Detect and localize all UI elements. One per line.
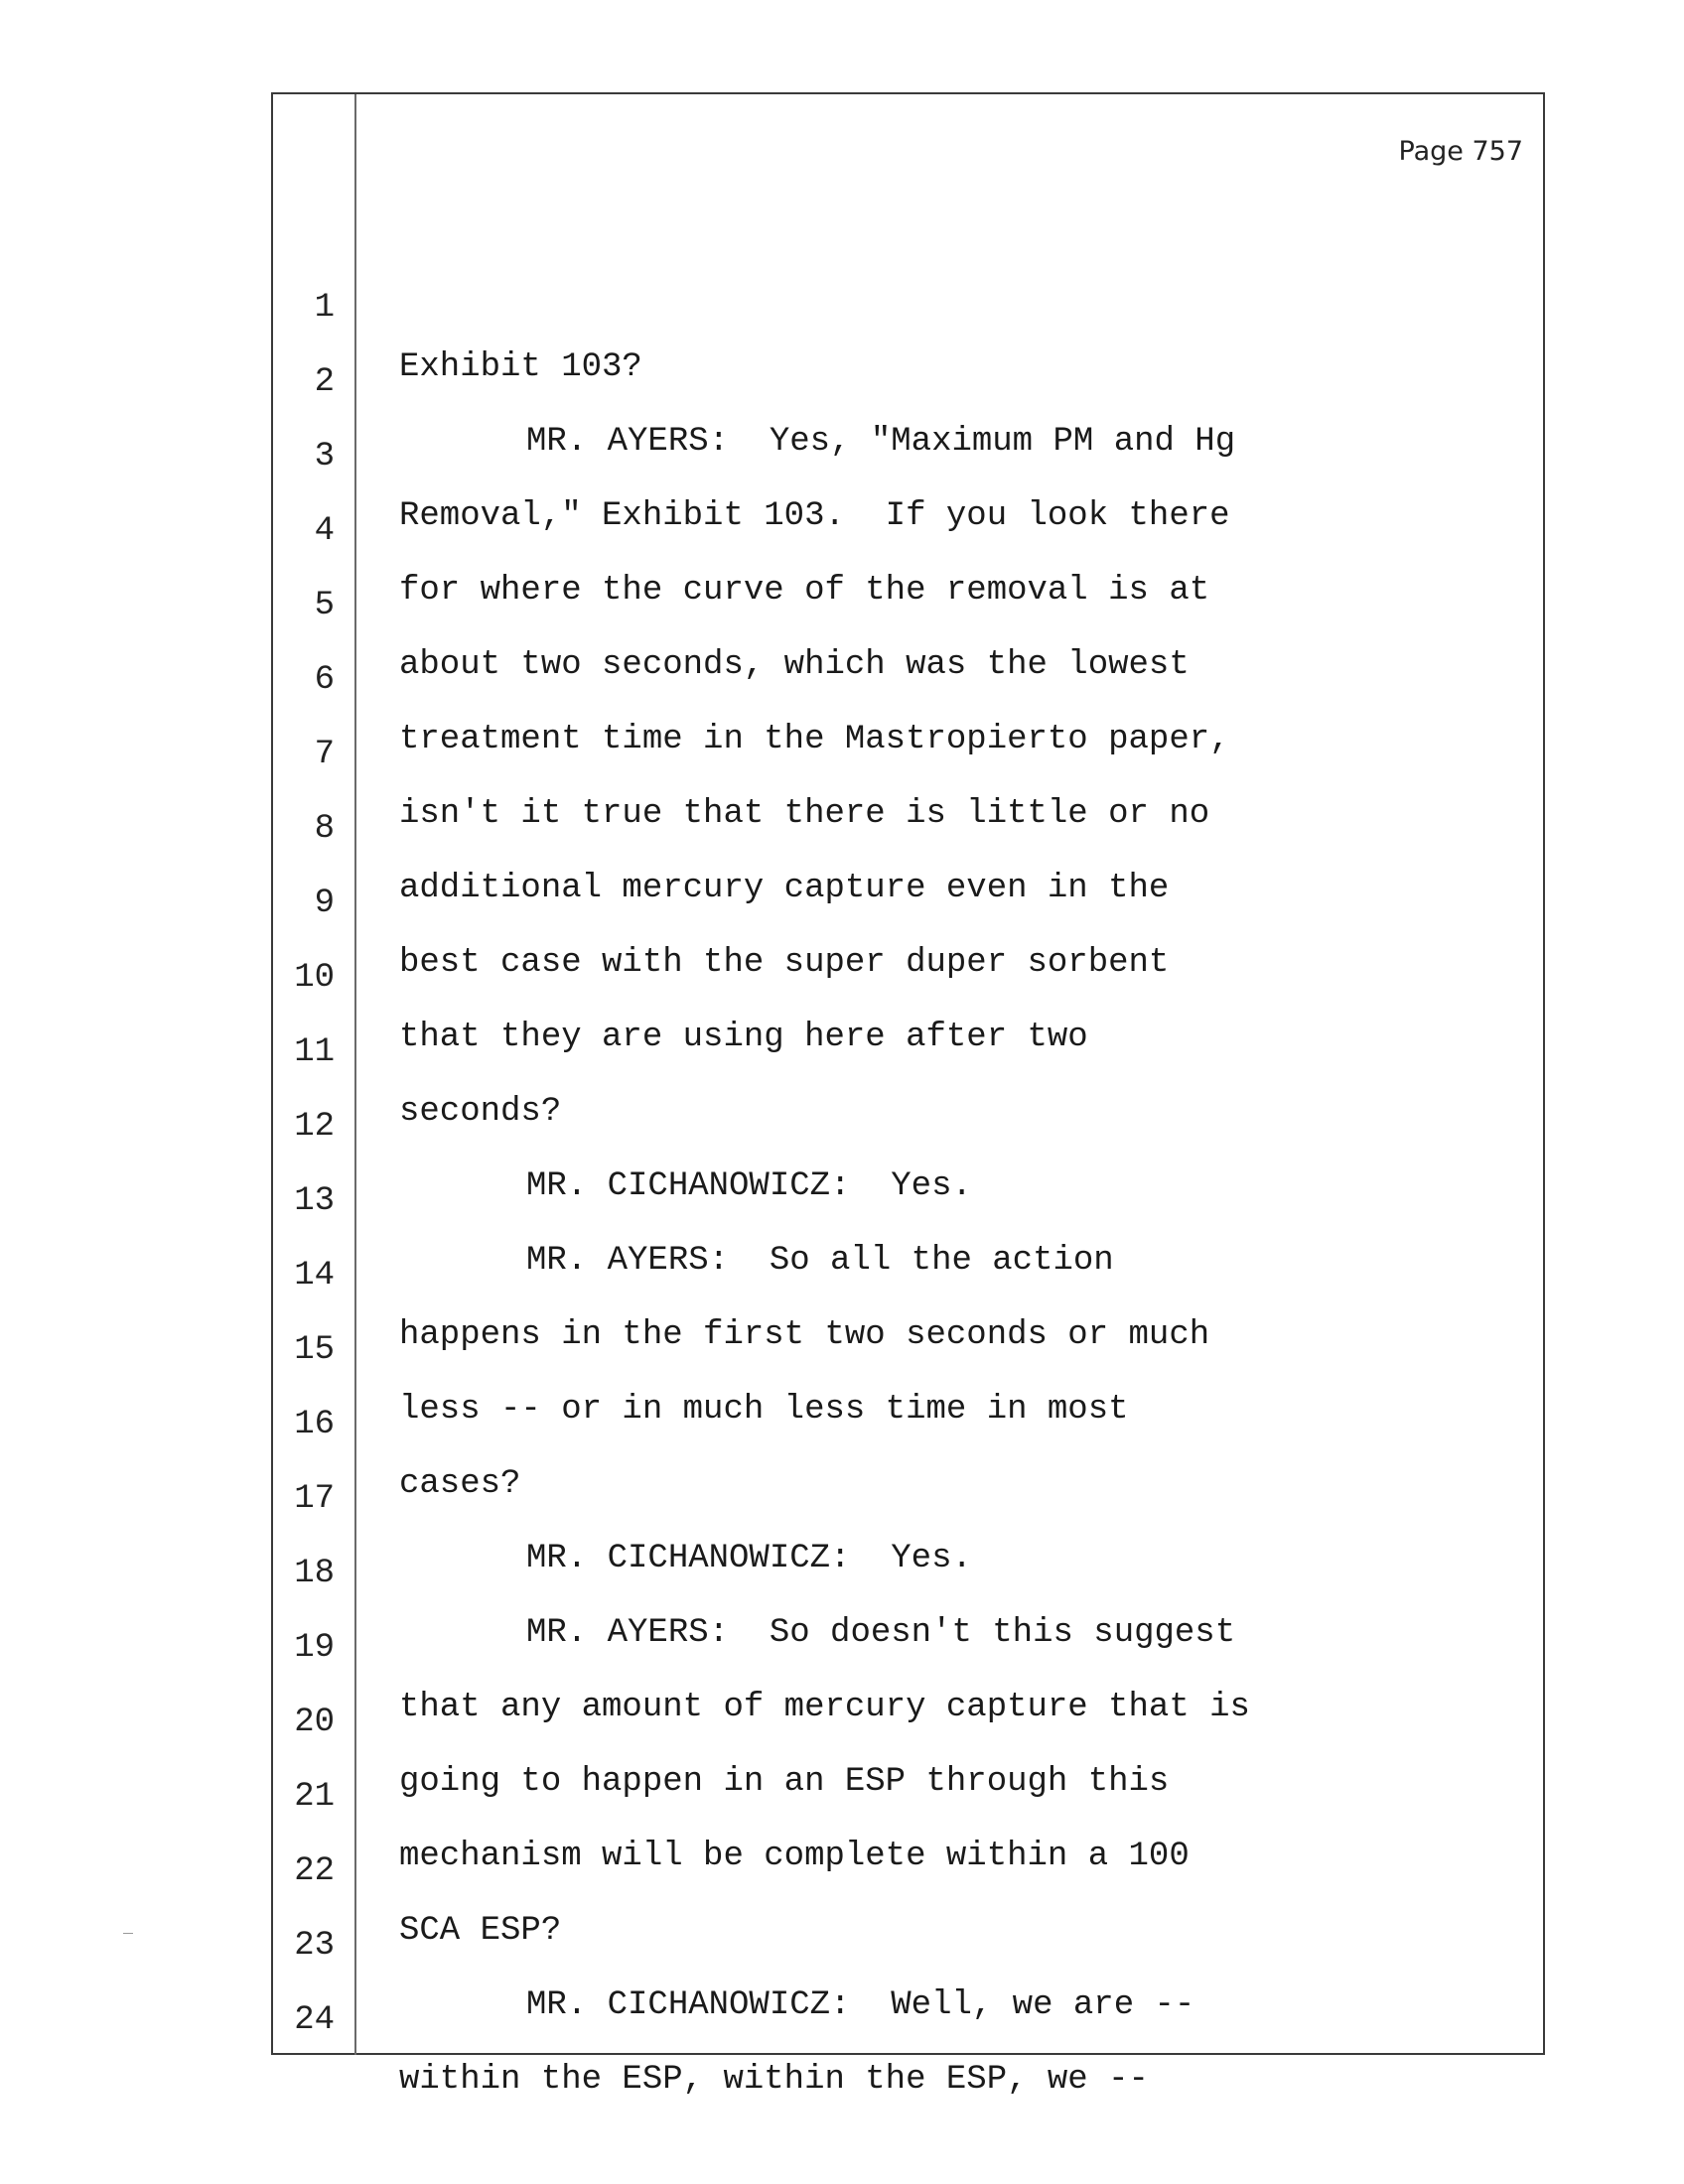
- line-number: 4: [314, 512, 335, 550]
- line-number: 10: [294, 959, 335, 997]
- line-text: going to happen in an ESP through this: [399, 1763, 1170, 1801]
- page-number: Page 757: [1398, 136, 1523, 167]
- line-text: MR. AYERS: Yes, "Maximum PM and Hg: [526, 423, 1236, 461]
- line-text: Removal," Exhibit 103. If you look there: [399, 497, 1230, 535]
- scan-artifact-mark: [123, 1933, 133, 1934]
- line-number: 15: [294, 1331, 335, 1369]
- line-text: MR. AYERS: So all the action: [526, 1242, 1114, 1280]
- line-number: 17: [294, 1480, 335, 1518]
- line-text: cases?: [399, 1465, 521, 1503]
- line-text: seconds?: [399, 1093, 562, 1131]
- line-text: MR. CICHANOWICZ: Well, we are --: [526, 1986, 1195, 2024]
- line-number: 18: [294, 1555, 335, 1592]
- line-text: within the ESP, within the ESP, we --: [399, 2061, 1149, 2099]
- line-text: happens in the first two seconds or much: [399, 1316, 1210, 1354]
- line-number: 16: [294, 1406, 335, 1443]
- line-text: for where the curve of the removal is at: [399, 572, 1210, 610]
- line-number: 2: [314, 363, 335, 401]
- line-number: 14: [294, 1257, 335, 1295]
- line-number: 24: [294, 2001, 335, 2039]
- line-number: 11: [294, 1033, 335, 1071]
- line-text: mechanism will be complete within a 100: [399, 1838, 1190, 1875]
- line-number: 3: [314, 438, 335, 476]
- line-number: 21: [294, 1778, 335, 1816]
- line-number: 12: [294, 1108, 335, 1146]
- line-text: MR. CICHANOWICZ: Yes.: [526, 1540, 972, 1577]
- line-text: isn't it true that there is little or no: [399, 795, 1210, 833]
- line-text: SCA ESP?: [399, 1912, 562, 1950]
- line-number: 7: [314, 736, 335, 773]
- line-number: 9: [314, 885, 335, 922]
- line-number: 23: [294, 1927, 335, 1965]
- line-text: MR. AYERS: So doesn't this suggest: [526, 1614, 1236, 1652]
- line-text: best case with the super duper sorbent: [399, 944, 1170, 982]
- line-number: 5: [314, 587, 335, 624]
- line-number: 8: [314, 810, 335, 848]
- line-text: that any amount of mercury capture that is: [399, 1689, 1250, 1726]
- line-number: 1: [314, 289, 335, 327]
- line-text: that they are using here after two: [399, 1019, 1088, 1056]
- line-number: 13: [294, 1182, 335, 1220]
- line-number: 6: [314, 661, 335, 699]
- transcript-page: [271, 92, 1545, 2099]
- transcript-line: [273, 218, 1524, 386]
- line-text: additional mercury capture even in the: [399, 870, 1170, 907]
- line-number: 20: [294, 1704, 335, 1741]
- line-text: about two seconds, which was the lowest: [399, 646, 1190, 684]
- line-text: Exhibit 103?: [399, 348, 642, 386]
- line-text: MR. CICHANOWICZ: Yes.: [526, 1167, 972, 1205]
- line-text: treatment time in the Mastropierto paper,: [399, 721, 1230, 758]
- line-number: 19: [294, 1629, 335, 1667]
- line-text: less -- or in much less time in most: [399, 1391, 1129, 1429]
- line-number: 22: [294, 1852, 335, 1890]
